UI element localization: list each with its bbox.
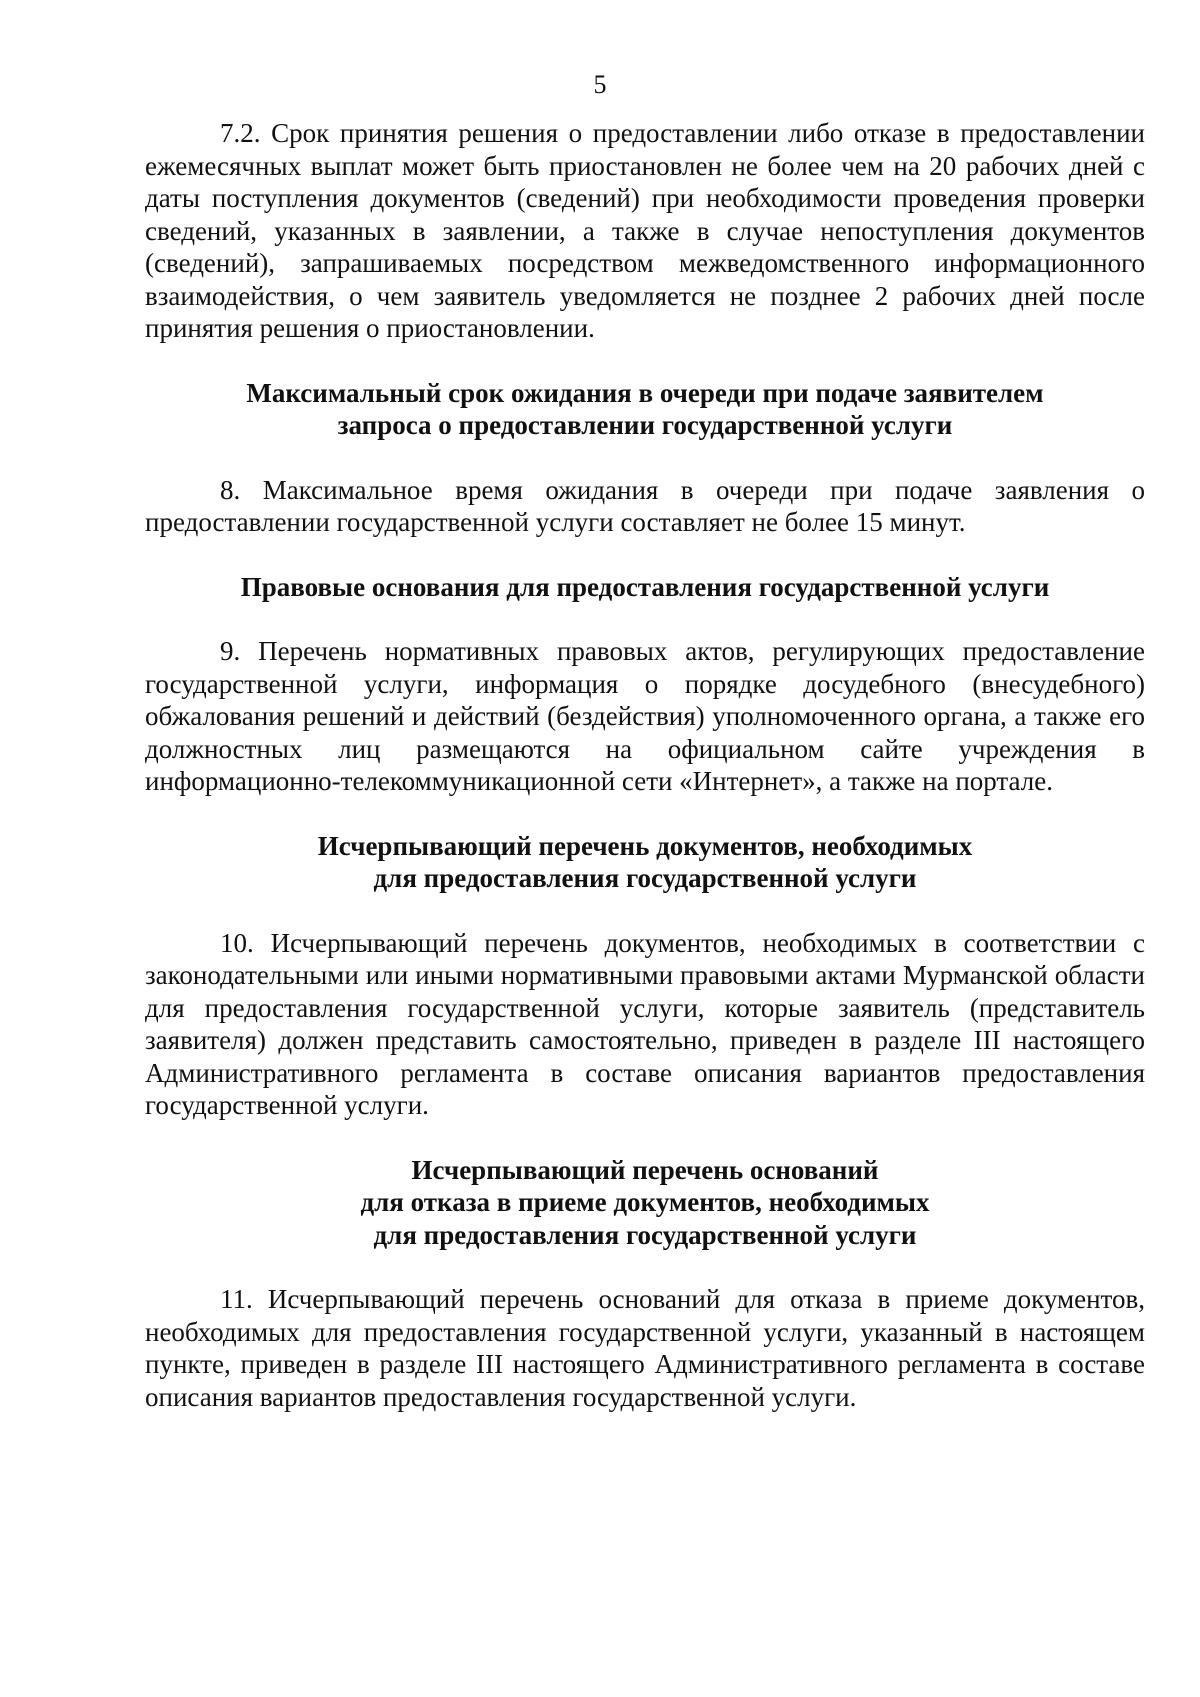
page-number: 5 [593,70,607,99]
heading-line: запроса о предоставлении государственной услуги [337,410,953,440]
paragraph-8: 8. Максимальное время ожидания в очереди при подаче заявления о предоставлении государственной услуги составляет не более 15 минут. [145,474,1145,537]
paragraph-7-2: 7.2. Срок принятия решения о предоставлении либо отказе в предоставлении ежемесячных выплат может быть приостановлен не более чем на 20 рабочих дней с даты поступления документов (сведений) при необходимости проведения проверки сведений, указанных в заявлении, а также в случае непоступления документов (сведений), запрашиваемых посредством межведомственного информационного взаимодействия, о чем заявитель уведомляется не позднее 2 рабочих дней после принятия решения о приостановлении. [145,118,1145,343]
heading-max-wait-time [145,377,1145,442]
heading-line: для предоставления государственной услуги [373,863,917,893]
heading-line: Максимальный срок ожидания в очереди при подаче заявителем [246,377,1044,408]
heading-line: Исчерпывающий перечень документов, необходимых [317,830,973,861]
paragraph-9: 9. Перечень нормативных правовых актов, регулирующих предоставление государственной услуги, информация о порядке досудебного (внесудебного) обжалования решений и действий (бездействия) уполномоченного органа, а также его должностных лиц размещаются на официальном сайте учреждения в информационно-телекоммуникационной сети «Интернет», а также на портале. [145,636,1145,796]
paragraph-11: 11. Исчерпывающий перечень оснований для отказа в приеме документов, необходимых для предоставления государственной услуги, указанный в настоящем пункте, приведен в разделе III настоящего Административного регламента в составе описания вариантов предоставления государственной услуги. [145,1284,1145,1412]
heading-line: Исчерпывающий перечень оснований [411,1154,879,1185]
heading-line: для отказа в приеме документов, необходимых [360,1187,930,1217]
paragraph-10: 10. Исчерпывающий перечень документов, необходимых в соответствии с законодательными или иными нормативными правовыми актами Мурманской области для предоставления государственной услуги, которые заявитель (представитель заявителя) должен представить самостоятельно, приведен в разделе III настоящего Административного регламента в составе описания вариантов предоставления государственной услуги. [145,927,1145,1120]
heading-refusal-grounds [145,1154,1145,1252]
heading-documents-list [145,830,1145,895]
heading-line: Правовые основания для предоставления государственной услуги [240,571,1050,602]
heading-legal-basis [145,571,1145,604]
heading-line: для предоставления государственной услуги [373,1219,917,1250]
document-body [145,117,1145,1413]
